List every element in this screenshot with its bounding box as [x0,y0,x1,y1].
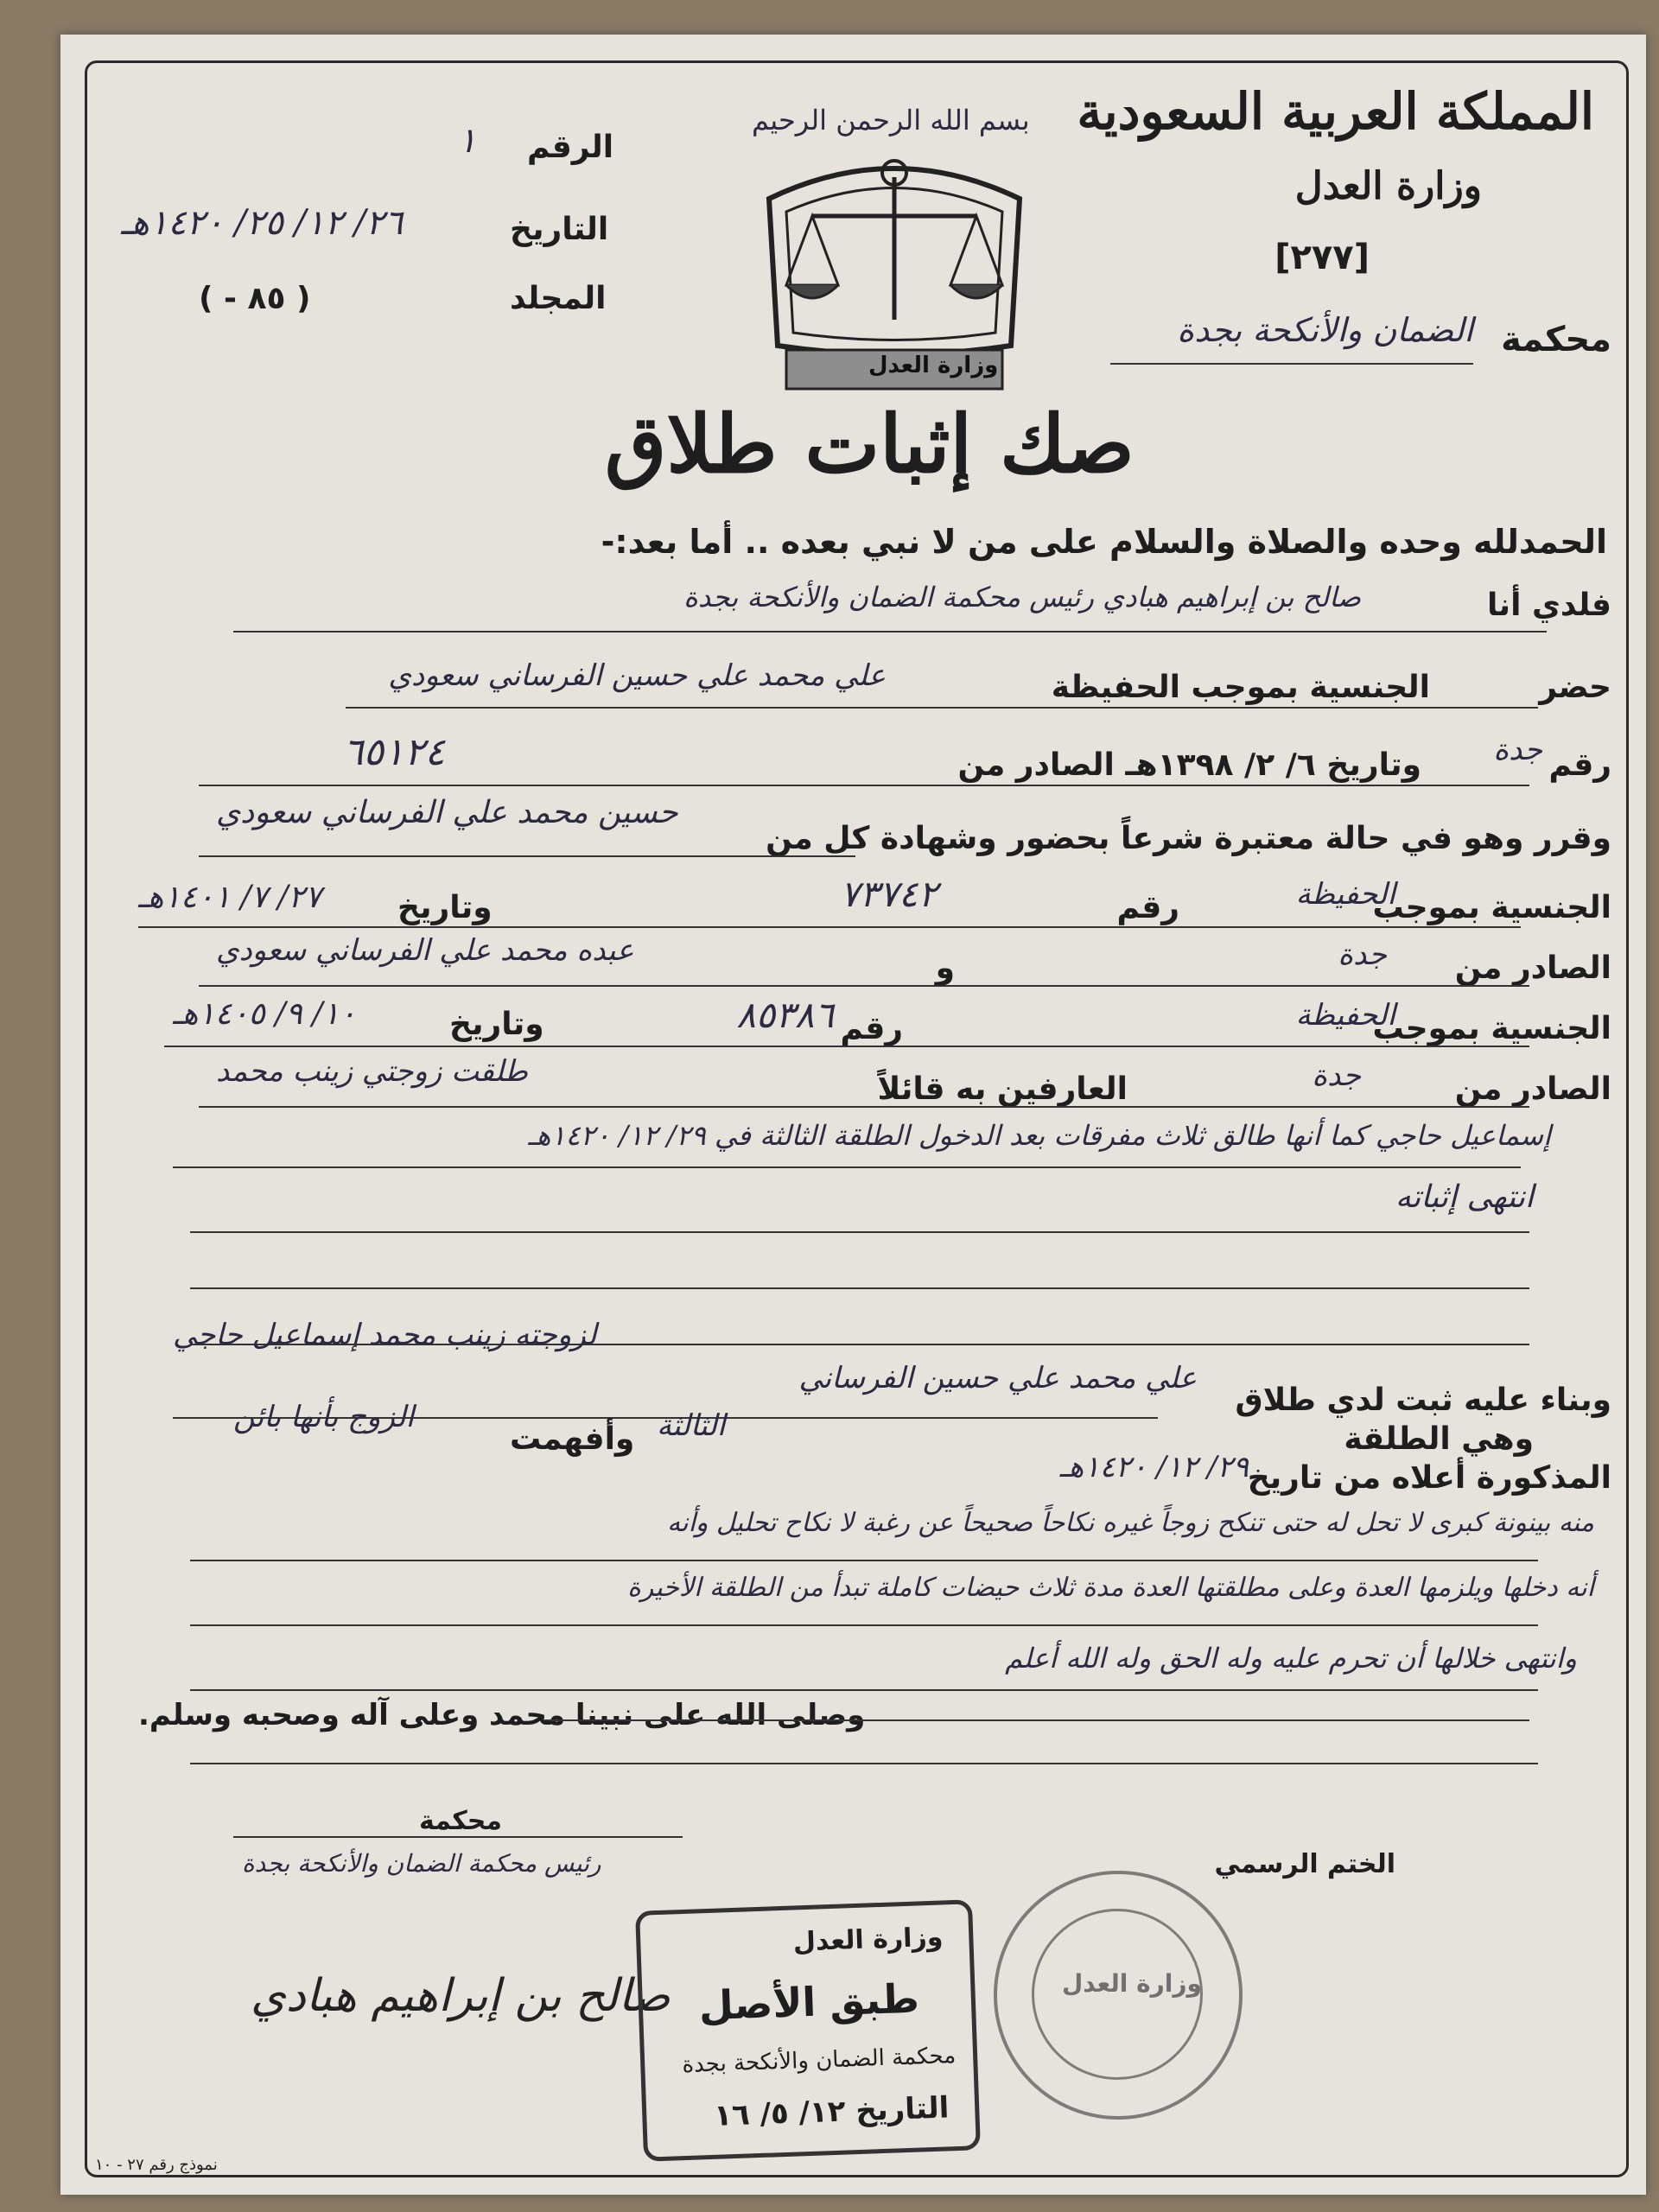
resolution2-label: المذكورة أعلاه من تاريخ [1247,1460,1611,1496]
number-label: الرقم [527,130,614,165]
line8-value: طلقت زوجتي زينب محمد [216,1054,528,1089]
date-label: التاريخ [510,212,609,247]
line5-label: الجنسية بموجب [1372,890,1611,925]
line6-label: الصادر من [1454,950,1611,986]
line8-label: الصادر من [1454,1071,1611,1107]
resolution2-tail: وأفهمت [510,1421,635,1457]
footer-court-label: محكمة [419,1806,502,1836]
ministry-name: وزارة العدل [1294,164,1482,208]
round-seal-text: وزارة العدل [1062,1969,1202,1998]
line7-doc: الحفيظة [1295,998,1395,1033]
document-page [60,35,1646,2195]
line10-value: انتهى إثباته [1395,1179,1534,1215]
handwritten-line-2: أنه دخلها ويلزمها العدة وعلى مطلقتها العدة مدة ثلاث حيضات كاملة تبدأ من الطلقة الأخيرة [627,1573,1594,1603]
line4-label: وقرر وهو في حالة معتبرة شرعاً بحضور وشهادة كل من [766,821,1611,856]
line3-place: جدة [1493,733,1542,767]
signature-title: رئيس محكمة الضمان والأنكحة بجدة [242,1849,601,1878]
line1-value: صالح بن إبراهيم هبادي رئيس محكمة الضمان والأنكحة بجدة [683,581,1361,613]
stamp-court: محكمة الضمان والأنكحة بجدة [681,2043,957,2079]
line4-value: حسين محمد علي الفرساني سعودي [216,795,678,830]
form-number: نموذج رقم ٢٧ - ١٠ [95,2156,218,2174]
line5-date-label: وتاريخ [397,890,493,925]
form-code: [٢٧٧] [1274,238,1370,277]
line2-value: علي محمد علي حسين الفرساني سعودي [388,658,886,693]
resolution2-ordinal: الثالثة [657,1408,726,1443]
line1-label: فلدي أنا [1487,588,1611,623]
volume-value: ( ٨٥ - ) [199,281,311,316]
stamp-date: التاريخ ١٢/ ٥/ ١٦ [713,2090,950,2133]
court-label: محكمة [1501,320,1611,359]
date-value: ٢٦/ ١٢/ ٢٥/ ١٤٢٠هـ [121,203,404,243]
line7-date-label: وتاريخ [449,1007,544,1042]
resolution2-date: ٢٩/ ١٢/ ١٤٢٠هـ [1059,1450,1249,1484]
resolution-spouse: لزوجته زينب محمد إسماعيل حاجي [173,1318,597,1352]
line5-num-label: رقم [1116,890,1179,925]
seal-label: الختم الرسمي [1214,1849,1395,1879]
document-title: صك إثبات طلاق [605,397,1135,491]
stamp-text: طبق الأصل [697,1974,920,2030]
basmala: بسم الله الرحمن الرحيم [752,104,1030,137]
line8-place: جدة [1312,1058,1361,1093]
line5-date: ٢٧/ ٧/ ١٤٠١هـ [138,880,322,915]
line6-witness: عبده محمد علي الفرساني سعودي [216,933,634,968]
line6-and: و [935,950,955,986]
opening-text: الحمدلله وحده والصلاة والسلام على من لا نبي بعده .. أما بعد:- [601,523,1607,561]
resolution2-value: الزوج بأنها بائن [233,1400,415,1434]
line9-value: إسماعيل حاجي كما أنها طالق ثلاث مفرقات بعد الدخول الطلقة الثالثة في ٢٩/ ١٢/ ١٤٢٠هـ [528,1119,1551,1152]
emblem-caption: وزارة العدل [868,353,999,378]
line5-num: ٧٣٧٤٢ [840,873,938,915]
official-round-seal [994,1871,1243,2120]
line6-place: جدة [1338,938,1387,972]
court-name: الضمان والأنكحة بجدة [1177,311,1473,349]
resolution-label: وبناء عليه ثبت لدي طلاق [1235,1382,1611,1418]
line3-value: ٦٥١٢٤ [342,730,445,774]
line7-num: ٨٥٣٨٦ [736,994,834,1036]
signature: صالح بن إبراهيم هبادي [251,1970,671,2022]
line7-date: ١٠/ ٩/ ١٤٠٥هـ [173,996,357,1032]
number-value: ١ [458,121,477,161]
line5-doc: الحفيظة [1295,877,1395,912]
line2-suffix: الجنسية بموجب الحفيظة [1051,670,1430,705]
volume-label: المجلد [510,281,607,316]
closing-text: وصلى الله على نبينا محمد وعلى آله وصحبه وسلم. [138,1698,866,1732]
line8-mid: العارفين به قائلاً [877,1071,1128,1107]
handwritten-line-3: وانتهى خلالها أن تحرم عليه وله الحق وله الله أعلم [1005,1642,1577,1675]
certified-copy-stamp [635,1899,981,2161]
resolution-value: علي محمد علي حسين الفرساني [798,1361,1197,1395]
line7-num-label: رقم [840,1011,903,1046]
resolution2-mid: وهي الطلقة [1344,1421,1534,1457]
line2-label: حضر [1539,670,1611,705]
stamp-ministry: وزارة العدل [792,1922,944,1958]
line3-mid: وتاريخ ٦/ ٢/ ١٣٩٨هـ الصادر من [957,747,1421,783]
country-name: المملكة العربية السعودية [1077,82,1594,141]
line3-label: رقم [1548,747,1611,783]
handwritten-line-1: منه بينونة كبرى لا تحل له حتى تنكح زوجاً غيره نكاحاً صحيحاً عن رغبة لا نكاح تحليل وأنه [667,1508,1594,1538]
line7-label: الجنسية بموجب [1372,1011,1611,1046]
